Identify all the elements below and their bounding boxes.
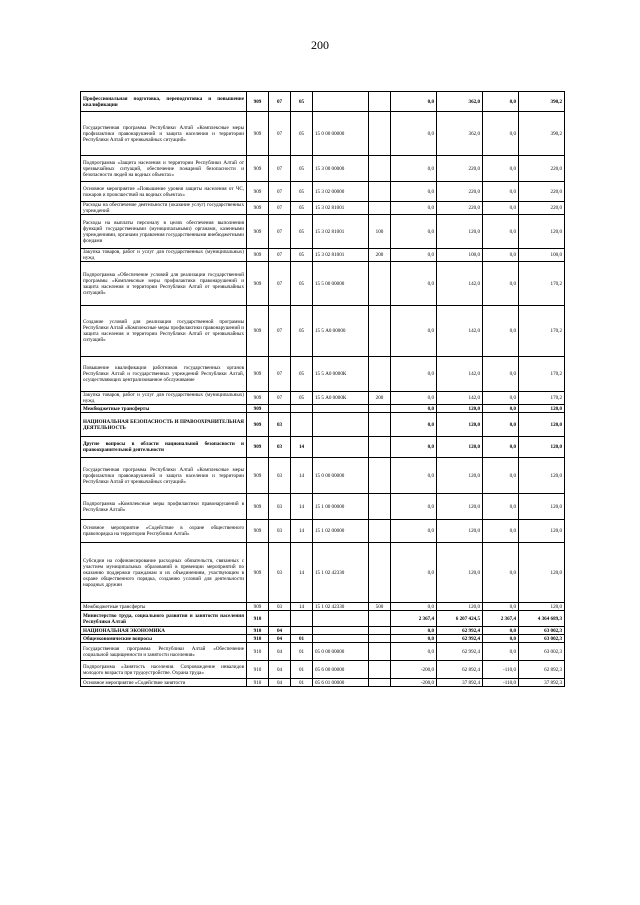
cell-value-4: 120,0 [519,520,565,543]
cell-expense-type: 200 [369,249,391,262]
table-row [81,437,565,458]
cell-ministry-code: 909 [247,437,269,458]
row-name: Подпрограмма «Занятость населения. Сопровождение инвалидов молодого возраста при трудоустройстве. Охрана труда» [81,661,247,679]
cell-target-article: 15 1 02 42330 [313,543,369,603]
cell-expense-type [369,92,391,112]
cell-value-2: 120,0 [437,437,483,458]
row-name: НАЦИОНАЛЬНАЯ ЭКОНОМИКА [81,627,247,635]
cell-value-3: 0,0 [483,215,519,249]
cell-expense-type: 200 [369,392,391,405]
cell-section-code: 04 [269,661,291,679]
cell-section-code: 07 [269,249,291,262]
cell-subsection-code [291,627,313,635]
cell-value-1: 0,0 [391,202,437,215]
cell-section-code [269,405,291,413]
cell-target-article: 15 1 00 00000 [313,494,369,520]
cell-value-4: 63 002,3 [519,635,565,643]
table-row [81,643,565,661]
cell-value-3: 0,0 [483,635,519,643]
cell-value-4: 63 002,3 [519,643,565,661]
cell-ministry-code: 910 [247,643,269,661]
cell-section-code: 07 [269,156,291,182]
cell-value-3: 0,0 [483,357,519,392]
table-row [81,392,565,405]
cell-value-3: 0,0 [483,112,519,156]
cell-value-1: -200,0 [391,661,437,679]
cell-value-3: 0,0 [483,437,519,458]
cell-subsection-code: 01 [291,679,313,687]
cell-value-3: 0,0 [483,92,519,112]
table-row [81,262,565,306]
cell-value-1: 0,0 [391,405,437,413]
cell-value-1: -200,0 [391,679,437,687]
cell-value-2: 142,0 [437,392,483,405]
table-row [81,627,565,635]
row-name: НАЦИОНАЛЬНАЯ БЕЗОПАСНОСТЬ И ПРАВООХРАНИТЕЛЬНАЯ ДЕЯТЕЛЬНОСТЬ [81,413,247,437]
cell-expense-type [369,520,391,543]
cell-section-code: 04 [269,635,291,643]
cell-ministry-code: 910 [247,679,269,687]
table-row [81,112,565,156]
cell-expense-type [369,357,391,392]
cell-ministry-code: 909 [247,405,269,413]
row-name: Основное мероприятие «Содействие занятости [81,679,247,687]
cell-value-1: 0,0 [391,494,437,520]
row-name: Подпрограмма «Защита населения и территории Республики Алтай от чрезвычайных ситуаций, обеспечение пожарной безопасности и безопасности людей на водных объектах» [81,156,247,182]
cell-subsection-code: 14 [291,603,313,611]
cell-target-article [313,437,369,458]
cell-section-code: 03 [269,494,291,520]
cell-expense-type [369,643,391,661]
cell-subsection-code: 05 [291,249,313,262]
cell-section-code: 07 [269,262,291,306]
cell-value-4: 100,0 [519,249,565,262]
cell-value-3: 2 367,4 [483,611,519,627]
cell-value-4: 4 364 689,3 [519,611,565,627]
cell-target-article: 15 0 00 00000 [313,112,369,156]
cell-value-1: 0,0 [391,543,437,603]
cell-expense-type [369,182,391,202]
cell-target-article: 15 1 02 42330 [313,603,369,611]
row-name: Расходы на выплаты персоналу в целях обеспечения выполнения функций государственными (муниципальными) органами, казенными учреждениями, органами управления государственными внебюджетными фондами [81,215,247,249]
cell-target-article: 15 3 00 00000 [313,156,369,182]
cell-subsection-code: 05 [291,306,313,357]
cell-value-1: 0,0 [391,182,437,202]
cell-expense-type [369,405,391,413]
table-row [81,413,565,437]
cell-subsection-code [291,405,313,413]
cell-section-code: 07 [269,92,291,112]
table-row [81,611,565,627]
cell-value-2: 220,0 [437,156,483,182]
cell-value-3: 0,0 [483,182,519,202]
cell-value-2: 120,0 [437,215,483,249]
cell-value-1: 0,0 [391,156,437,182]
cell-subsection-code: 05 [291,202,313,215]
cell-value-3: -110,0 [483,661,519,679]
cell-ministry-code: 909 [247,112,269,156]
cell-section-code: 07 [269,112,291,156]
cell-value-1: 0,0 [391,458,437,494]
cell-subsection-code: 05 [291,182,313,202]
cell-ministry-code: 909 [247,92,269,112]
cell-target-article: 15 3 02 00000 [313,182,369,202]
cell-value-4: 120,0 [519,405,565,413]
cell-value-4: 220,0 [519,182,565,202]
cell-target-article: 15 5 А0 00000 [313,306,369,357]
cell-value-1: 0,0 [391,635,437,643]
cell-expense-type [369,413,391,437]
table-row [81,661,565,679]
cell-expense-type [369,437,391,458]
cell-subsection-code: 14 [291,494,313,520]
cell-value-3: 0,0 [483,520,519,543]
cell-section-code: 07 [269,182,291,202]
cell-target-article: 15 5 А0 0000К [313,392,369,405]
cell-value-2: 362,0 [437,92,483,112]
cell-ministry-code: 909 [247,249,269,262]
cell-value-2: 120,0 [437,405,483,413]
cell-target-article: 15 3 02 81001 [313,215,369,249]
cell-section-code: 03 [269,520,291,543]
cell-value-2: 220,0 [437,182,483,202]
row-name: Субсидии на софинансирование расходных обязательств, связанных с участием муниципальных образований в превенции мероприятий по оказанию поддержки гражданам и их объединениям, участвующим в охране общественного порядка, созданию условий для деятельности народных дружин [81,543,247,603]
cell-value-1: 0,0 [391,643,437,661]
cell-target-article: 05 6 00 00000 [313,661,369,679]
cell-section-code [269,611,291,627]
cell-expense-type [369,156,391,182]
table-row [81,458,565,494]
cell-target-article: 15 0 00 00000 [313,458,369,494]
cell-subsection-code: 14 [291,437,313,458]
cell-value-3: 0,0 [483,627,519,635]
cell-target-article [313,611,369,627]
cell-section-code: 03 [269,543,291,603]
cell-value-2: 120,0 [437,494,483,520]
cell-value-4: 220,0 [519,156,565,182]
cell-target-article [313,413,369,437]
cell-value-2: 120,0 [437,458,483,494]
cell-value-1: 0,0 [391,413,437,437]
cell-value-4: 170,2 [519,392,565,405]
cell-value-4: 120,0 [519,543,565,603]
cell-value-1: 0,0 [391,215,437,249]
cell-value-3: 0,0 [483,156,519,182]
cell-value-3: 0,0 [483,543,519,603]
cell-section-code: 03 [269,458,291,494]
cell-value-4: 120,0 [519,494,565,520]
cell-subsection-code: 14 [291,543,313,603]
cell-target-article [313,635,369,643]
cell-expense-type [369,458,391,494]
cell-value-2: 62 992,4 [437,635,483,643]
row-name: Министерство труда, социального развития и занятости населения Республики Алтай [81,611,247,627]
cell-target-article: 05 6 01 00000 [313,679,369,687]
cell-expense-type [369,202,391,215]
cell-value-4: 120,0 [519,413,565,437]
cell-subsection-code: 05 [291,215,313,249]
cell-value-1: 0,0 [391,392,437,405]
cell-ministry-code: 909 [247,543,269,603]
table-row [81,306,565,357]
cell-subsection-code: 05 [291,156,313,182]
cell-value-1: 0,0 [391,262,437,306]
cell-value-2: 62 892,4 [437,661,483,679]
cell-value-2: 142,0 [437,357,483,392]
row-name: Подпрограмма «Комплексные меры профилактики правонарушений в Республике Алтай» [81,494,247,520]
table-row [81,215,565,249]
cell-expense-type [369,611,391,627]
cell-expense-type [369,627,391,635]
cell-subsection-code: 05 [291,92,313,112]
cell-expense-type [369,306,391,357]
table-row [81,92,565,112]
table-row [81,635,565,643]
table-row [81,603,565,611]
cell-value-1: 0,0 [391,112,437,156]
cell-target-article [313,405,369,413]
cell-target-article [313,627,369,635]
cell-value-2: 6 207 424,5 [437,611,483,627]
cell-value-2: 62 992,4 [437,627,483,635]
cell-ministry-code: 909 [247,494,269,520]
cell-ministry-code: 909 [247,202,269,215]
cell-subsection-code: 01 [291,661,313,679]
row-name: Расходы на обеспечение деятельности (оказание услуг) государственных учреждений [81,202,247,215]
cell-expense-type [369,112,391,156]
cell-ministry-code: 909 [247,520,269,543]
cell-ministry-code: 910 [247,661,269,679]
table-row [81,405,565,413]
cell-value-4: 390,2 [519,92,565,112]
cell-subsection-code: 05 [291,112,313,156]
cell-expense-type [369,635,391,643]
cell-section-code: 04 [269,679,291,687]
row-name: Создание условий для реализации государственной программы Республики Алтай «Комплексные меры профилактики правонарушений и защита населения и территории Республики Алтай от чрезвычайных ситуаций» [81,306,247,357]
cell-value-4: 37 892,3 [519,679,565,687]
cell-subsection-code [291,413,313,437]
cell-ministry-code: 909 [247,182,269,202]
cell-expense-type [369,679,391,687]
cell-ministry-code: 909 [247,458,269,494]
cell-ministry-code: 910 [247,635,269,643]
row-name: Государственная программа Республики Алтай «Обеспечение социальной защищенности и занятости населения» [81,643,247,661]
budget-table [80,91,565,687]
cell-expense-type [369,543,391,603]
cell-section-code: 07 [269,202,291,215]
table-row [81,182,565,202]
cell-target-article: 05 0 00 00000 [313,643,369,661]
cell-value-1: 0,0 [391,249,437,262]
cell-ministry-code: 909 [247,357,269,392]
cell-subsection-code: 14 [291,520,313,543]
cell-value-2: 120,0 [437,603,483,611]
cell-value-2: 100,0 [437,249,483,262]
cell-value-1: 0,0 [391,306,437,357]
cell-section-code: 07 [269,357,291,392]
cell-value-4: 120,0 [519,215,565,249]
row-name: Подпрограмма «Обеспечение условий для реализации государственной программы «Комплексные меры профилактики правонарушений и защита населения и территории Республики Алтай от чрезвычайных ситуаций» [81,262,247,306]
cell-ministry-code: 909 [247,392,269,405]
cell-expense-type [369,262,391,306]
cell-ministry-code: 909 [247,262,269,306]
cell-value-2: 142,0 [437,262,483,306]
cell-value-4: 62 892,3 [519,661,565,679]
cell-value-4: 63 002,3 [519,627,565,635]
cell-value-4: 120,0 [519,437,565,458]
cell-value-4: 170,2 [519,262,565,306]
row-name: Другие вопросы в области национальной безопасности и правоохранительной деятельности [81,437,247,458]
cell-value-1: 2 367,4 [391,611,437,627]
table-row [81,249,565,262]
cell-value-3: 0,0 [483,249,519,262]
cell-expense-type: 100 [369,215,391,249]
table-row [81,202,565,215]
table-row [81,357,565,392]
cell-target-article: 15 1 02 00000 [313,520,369,543]
cell-value-3: 0,0 [483,392,519,405]
cell-value-2: 120,0 [437,413,483,437]
cell-value-3: 0,0 [483,262,519,306]
cell-target-article: 15 5 00 00000 [313,262,369,306]
cell-ministry-code: 910 [247,611,269,627]
cell-value-4: 120,0 [519,458,565,494]
cell-value-1: 0,0 [391,520,437,543]
row-name: Закупка товаров, работ и услуг для государственных (муниципальных) нужд [81,249,247,262]
row-name: Основное мероприятие «Повышение уровня защиты населения от ЧС, пожаров и происшествий на водных объектах» [81,182,247,202]
cell-ministry-code: 910 [247,627,269,635]
table-row [81,520,565,543]
cell-value-1: 0,0 [391,627,437,635]
cell-ministry-code: 909 [247,156,269,182]
table-row [81,494,565,520]
cell-subsection-code: 05 [291,262,313,306]
cell-value-2: 120,0 [437,543,483,603]
cell-value-4: 170,2 [519,357,565,392]
cell-section-code: 07 [269,215,291,249]
cell-target-article [313,92,369,112]
page-number: 200 [311,38,329,52]
row-name: Основное мероприятие «Содействие в охране общественного правопорядка на территории Республики Алтай» [81,520,247,543]
row-name: Государственная программа Республики Алтай «Комплексные меры профилактики правонарушений и защита населения и территории Республики Алтай от чрезвычайных ситуаций» [81,112,247,156]
row-name: Общеэкономические вопросы [81,635,247,643]
cell-target-article: 15 3 02 81001 [313,249,369,262]
cell-value-3: 0,0 [483,202,519,215]
cell-subsection-code: 05 [291,392,313,405]
row-name: Профессиональная подготовка, переподготовка и повышение квалификации [81,92,247,112]
cell-value-3: 0,0 [483,643,519,661]
cell-value-1: 0,0 [391,437,437,458]
cell-ministry-code: 909 [247,603,269,611]
table-row [81,679,565,687]
row-name: Повышение квалификации работников государственных органов Республики Алтай и государственных учреждений Республики Алтай, осуществляющих централизованное обслуживание [81,357,247,392]
table-row [81,543,565,603]
cell-value-3: -110,0 [483,679,519,687]
cell-section-code: 07 [269,392,291,405]
cell-value-3: 0,0 [483,458,519,494]
cell-subsection-code: 14 [291,458,313,494]
cell-section-code: 07 [269,306,291,357]
cell-value-4: 220,0 [519,202,565,215]
cell-target-article: 15 5 А0 0000К [313,357,369,392]
cell-value-3: 0,0 [483,413,519,437]
cell-value-3: 0,0 [483,603,519,611]
cell-value-1: 0,0 [391,603,437,611]
cell-value-4: 170,2 [519,306,565,357]
cell-value-2: 362,0 [437,112,483,156]
row-name: Межбюджетные трансферты [81,603,247,611]
cell-value-3: 0,0 [483,494,519,520]
cell-target-article: 15 3 02 81001 [313,202,369,215]
cell-value-2: 142,0 [437,306,483,357]
cell-section-code: 03 [269,437,291,458]
cell-expense-type [369,494,391,520]
cell-value-4: 120,0 [519,603,565,611]
cell-section-code: 03 [269,413,291,437]
cell-value-1: 0,0 [391,92,437,112]
cell-value-2: 37 892,4 [437,679,483,687]
cell-ministry-code: 909 [247,306,269,357]
cell-value-4: 390,2 [519,112,565,156]
cell-section-code: 04 [269,643,291,661]
table-row [81,156,565,182]
row-name: Государственная программа Республики Алтай «Комплексные меры профилактики правонарушений и защита населения и территории Республики Алтай от чрезвычайных ситуаций» [81,458,247,494]
cell-value-2: 62 992,4 [437,643,483,661]
row-name: Межбюджетные трансферты [81,405,247,413]
cell-expense-type [369,661,391,679]
cell-ministry-code: 909 [247,215,269,249]
cell-section-code: 03 [269,603,291,611]
cell-value-3: 0,0 [483,405,519,413]
cell-subsection-code: 01 [291,643,313,661]
cell-section-code: 04 [269,627,291,635]
table-body [81,92,565,687]
cell-value-2: 120,0 [437,520,483,543]
cell-subsection-code: 05 [291,357,313,392]
cell-subsection-code: 01 [291,635,313,643]
cell-ministry-code: 909 [247,413,269,437]
cell-value-1: 0,0 [391,357,437,392]
cell-value-2: 220,0 [437,202,483,215]
row-name: Закупка товаров, работ и услуг для государственных (муниципальных) нужд [81,392,247,405]
cell-expense-type: 500 [369,603,391,611]
cell-value-3: 0,0 [483,306,519,357]
cell-subsection-code [291,611,313,627]
